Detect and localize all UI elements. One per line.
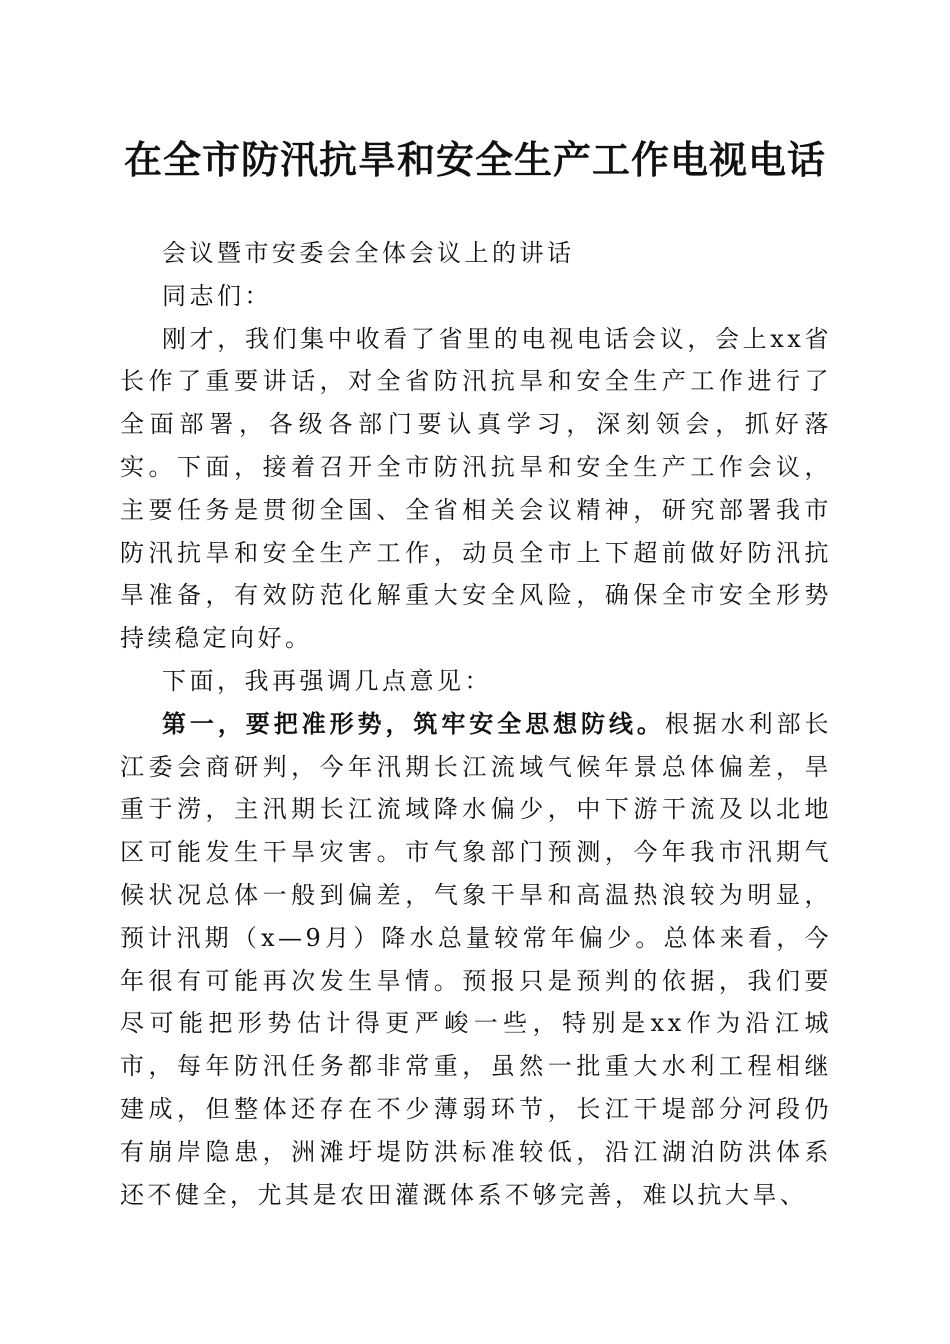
paragraph-transition: 下面，我再强调几点意见： <box>162 666 492 695</box>
salutation: 同志们： <box>162 281 272 310</box>
document-body <box>120 232 832 1216</box>
section-1-text: 根据水利部长江委会商研判，今年汛期长江流域气候年景总体偏差，旱重于涝，主汛期长江流域降水偏少，中下游干流及以北地区可能发生干旱灾害。市气象部门预测，今年我市汛期气候状况总体一般到偏差，气象干旱和高温热浪较为明显，预计汛期（x—9月）降水总量较常年偏少。总体来看，今年很有可能再次发生旱情。预报只是预判的依据，我们要尽可能把形势估计得更严峻一些，特别是xx作为沿江城市，每年防汛任务都非常重，虽然一批重大水利工程相继建成，但整体还存在不少薄弱环节，长江干堤部分河段仍有崩岸隐患，洲滩圩堤防洪标准较低，沿江湖泊防洪体系还不健全，尤其是农田灌溉体系不够完善，难以抗大旱、 <box>120 709 833 1209</box>
subtitle-line: 会议暨市安委会全体会议上的讲话 <box>162 239 575 267</box>
paragraph-opening: 刚才，我们集中收看了省里的电视电话会议，会上xx省长作了重要讲话，对全省防汛抗旱和安全生产工作进行了全面部署，各级各部门要认真学习，深刻领会，抓好落实。下面，接着召开全市防汛抗旱和安全生产工作会议，主要任务是贯彻全国、全省相关会议精神，研究部署我市防汛抗旱和安全生产工作，动员全市上下超前做好防汛抗旱准备，有效防范化解重大安全风险，确保全市安全形势持续稳定向好。 <box>120 324 832 653</box>
section-1-paragraph <box>120 703 832 1217</box>
document-title: 在全市防汛抗旱和安全生产工作电视电话 <box>123 137 826 182</box>
section-1-heading: 第一，要把准形势，筑牢安全思想防线。 <box>162 708 665 738</box>
